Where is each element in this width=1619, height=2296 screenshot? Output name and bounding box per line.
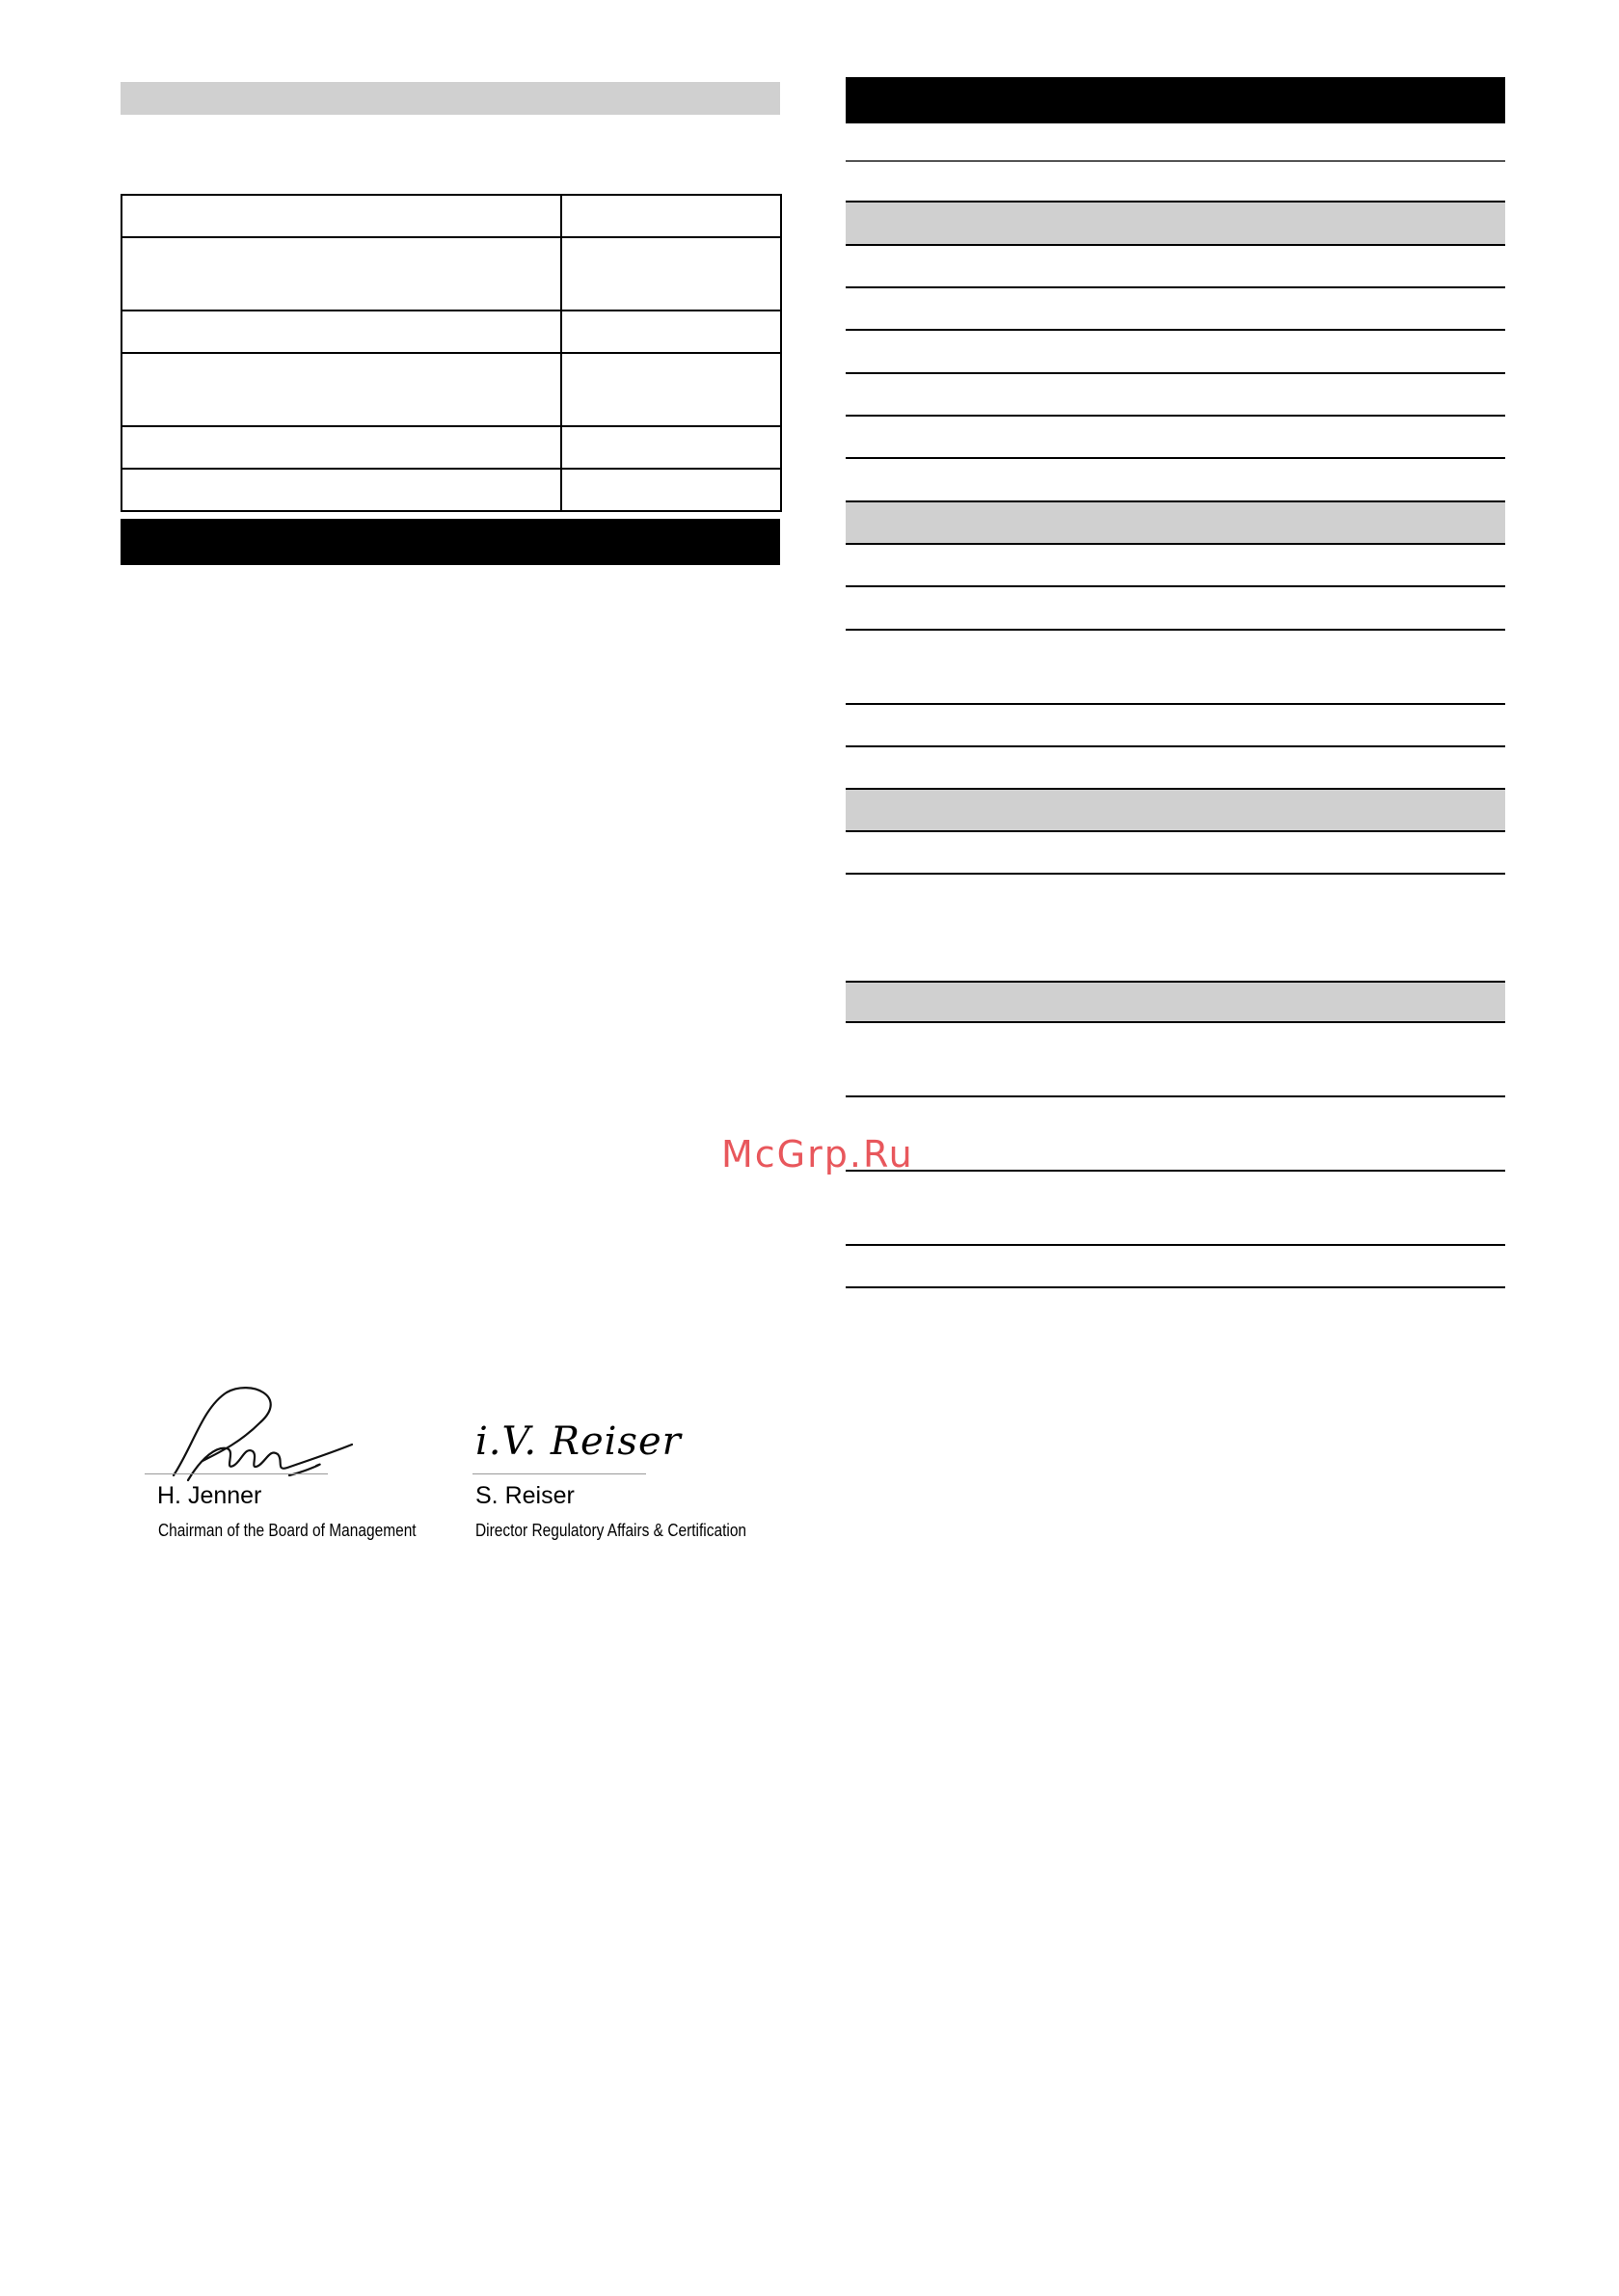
table-row — [846, 123, 1505, 162]
table-row — [846, 832, 1505, 875]
table-row — [846, 875, 1505, 981]
table-row — [846, 705, 1505, 747]
table-row — [846, 631, 1505, 705]
table-row — [846, 1097, 1505, 1172]
declaration-table — [121, 194, 782, 512]
table-row — [121, 426, 781, 469]
table-row — [846, 459, 1505, 502]
technical-data-table — [846, 77, 1505, 1288]
table-section-row — [846, 790, 1505, 832]
table-row — [121, 237, 781, 311]
table-section-row — [846, 203, 1505, 246]
table-row — [846, 331, 1505, 374]
signature-jenner — [145, 1379, 366, 1495]
signature-line — [472, 1473, 646, 1474]
table-section-row — [846, 981, 1505, 1023]
table-header-bar — [846, 77, 1505, 123]
table-row — [846, 545, 1505, 587]
section-heading-bar — [121, 82, 780, 115]
table-row — [846, 288, 1505, 331]
section-header-bar — [121, 519, 780, 565]
signatory-name: H. Jenner — [157, 1482, 262, 1509]
table-row — [846, 374, 1505, 417]
table-row — [846, 747, 1505, 790]
table-row — [121, 469, 781, 511]
signatory-role: Chairman of the Board of Management — [158, 1521, 417, 1540]
table-row — [121, 353, 781, 426]
signatory-role: Director Regulatory Affairs & Certification — [475, 1521, 747, 1540]
table-row — [846, 417, 1505, 459]
table-row — [846, 1023, 1505, 1097]
table-row — [121, 195, 781, 237]
table-section-row — [846, 502, 1505, 545]
table-row — [846, 587, 1505, 631]
table-row — [846, 246, 1505, 288]
signature-reiser: i.V. Reiser — [475, 1419, 682, 1464]
table-spacer — [846, 162, 1505, 203]
watermark-text: McGrp.Ru — [721, 1133, 914, 1175]
signature-line — [145, 1473, 328, 1474]
table-row — [121, 311, 781, 353]
signatory-name: S. Reiser — [475, 1482, 575, 1509]
table-row — [846, 1246, 1505, 1288]
table-row — [846, 1172, 1505, 1246]
